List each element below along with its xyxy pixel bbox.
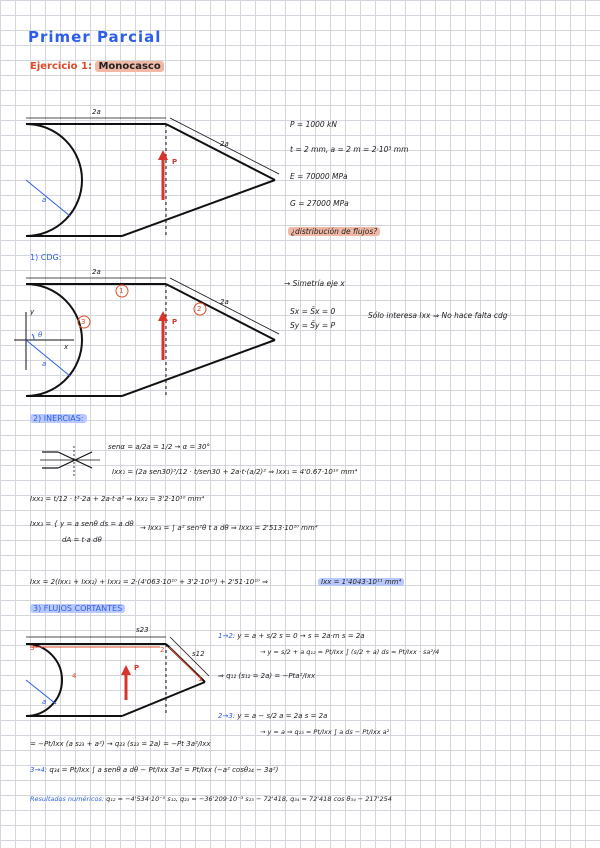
inertia-sketch [40, 446, 100, 476]
inercias-ixx3-result: → Ixx₃ = ∫ a² sen²θ t a dθ ⇒ Ixx₃ = 2'513·10¹⁰ mm⁴ [140, 524, 318, 532]
fig2-load-label: P [172, 318, 178, 326]
fig2-axis-y: y [30, 308, 35, 316]
fig2-node-1: 1 [119, 287, 124, 295]
flujos-l1-system: y = a + s/2 s = 0 → s = 2a·m s = 2a [237, 632, 365, 640]
fig3-s23: s23 [136, 626, 149, 634]
exercise-label: Ejercicio 1: [30, 61, 92, 72]
flujos-line2: ⇒ q₁₂ (s₁₂ = 2a) = −Pta²/Ixx [218, 672, 316, 680]
flujos-l3-system: y = a − s/2 a = 2a s = 2a [237, 712, 328, 720]
fig3-load-label: P [134, 664, 140, 672]
fig3-node-1: 1 [198, 675, 203, 683]
question-text: ¿distribución de flujos? [288, 227, 380, 236]
cdg-sy: Sy = S̄y = P [290, 321, 336, 330]
fig2-dim-2a-slant: 2a [220, 298, 229, 306]
page-title: Primer Parcial [28, 28, 162, 46]
fig3-s12: s12 [192, 650, 205, 658]
data-t-a: t = 2 mm, a = 2 m = 2·10³ mm [290, 145, 409, 154]
figure-2-section [14, 278, 279, 396]
cdg-heading: 1) CDG: [30, 253, 62, 262]
inercias-heading [30, 414, 87, 423]
flujos-heading [30, 604, 125, 613]
flujos-line3 [218, 712, 327, 720]
fig2-node-3: 3 [81, 318, 86, 326]
inercias-total-result [318, 578, 404, 586]
data-P: P = 1000 kN [290, 120, 337, 129]
figure-1-section [26, 118, 279, 236]
fig3-node-2: 2 [160, 646, 165, 654]
flujos-l3-result: → y = a ⇒ q₂₃ = Pt/Ixx ∫ a ds − Pt/Ixx a² [260, 728, 390, 736]
cdg-sx: Sx = S̄x = 0 [290, 307, 336, 316]
fig1-dim-2a: 2a [92, 108, 101, 116]
flujos-line1 [218, 632, 365, 640]
flujos-l3-tag: 2→3: [218, 712, 236, 720]
inercias-total-value: Ixx = 1'4043·10¹¹ mm⁴ [318, 578, 404, 586]
fig2-dim-2a: 2a [92, 268, 101, 276]
cdg-conclusion: Sólo interesa Ixx ⇒ No hace falta cdg [368, 311, 508, 320]
fig2-axis-x: x [64, 343, 69, 351]
fig1-load-label: P [172, 158, 178, 166]
flujos-l5-tag: 3→4: [30, 766, 48, 774]
flujos-l5-eq: q₃₄ = Pt/Ixx ∫ a senθ a dθ − Pt/Ixx 3a² = Pt/Ixx (−a² cosθ₃₄ − 3a²) [49, 766, 279, 774]
flujos-heading-text: 3) FLUJOS CORTANTES [30, 604, 125, 613]
fig1-dim-2a-slant: 2a [220, 140, 229, 148]
fig2-angle: θ [38, 331, 43, 339]
fig2-node-2: 2 [197, 305, 202, 313]
fig3-node-4: 4 [72, 672, 77, 680]
fig1-dim-a: a [42, 196, 47, 204]
cdg-symmetry: → Simetría eje x [284, 279, 345, 288]
data-question [288, 227, 380, 236]
flujos-l1-result: → y = s/2 + a q₁₂ = Pt/Ixx ∫ (s/2 + a) ds = Pt/Ixx · sa²/4 [260, 648, 440, 656]
flujos-line4: = −Pt/Ixx (a s₂₃ + a²) → q₂₃ (s₂₃ = 2a) = −Pt 3a²/Ixx [30, 740, 211, 748]
fig3-dim-a: a [42, 698, 47, 706]
inercias-sen: senα = a/2a = 1/2 → α = 30° [108, 443, 210, 451]
data-G: G = 27000 MPa [290, 199, 349, 208]
inercias-total: Ixx = 2(Ixx₁ + Ixx₂) + Ixx₃ = 2·(4'063·10¹⁰ + 3'2·10¹⁰) + 2'51·10¹⁰ ⇒ [30, 578, 268, 586]
fig3-node-3: 3 [30, 644, 35, 652]
data-E: E = 70000 MPa [290, 172, 348, 181]
exercise-topic: Monocasco [95, 61, 163, 72]
flujos-results-values: q₁₂ = −4'534·10⁻⁵ s₁₂, q₂₃ = −36'209·10⁻³ s₂₃ − 72'418, q₃₄ = 72'418 cos θ₃₄ − 217'254 [106, 795, 392, 803]
figure-3-section [26, 637, 209, 716]
inercias-ixx2: Ixx₂ = t/12 · t³·2a + 2a·t·a² ⇒ Ixx₂ = 3'2·10¹⁰ mm⁴ [30, 495, 205, 503]
inercias-heading-text: 2) INERCIAS: [30, 414, 87, 423]
flujos-line5 [30, 766, 278, 774]
inercias-ixx3-a: Ixx₃ = { y = a senθ ds = a dθ [30, 520, 134, 528]
flujos-results-tag: Resultados numéricos: [30, 795, 105, 803]
fig2-dim-a: a [42, 360, 47, 368]
inercias-ixx1: Ixx₁ = (2a sen30)³/12 · t/sen30 + 2a·t·(a/2)² ⇒ Ixx₁ = 4'0.67·10¹⁰ mm⁴ [112, 468, 358, 476]
flujos-results [30, 795, 392, 803]
inercias-ixx3-b: dA = t·a dθ [62, 536, 102, 544]
flujos-l1-tag: 1→2: [218, 632, 236, 640]
